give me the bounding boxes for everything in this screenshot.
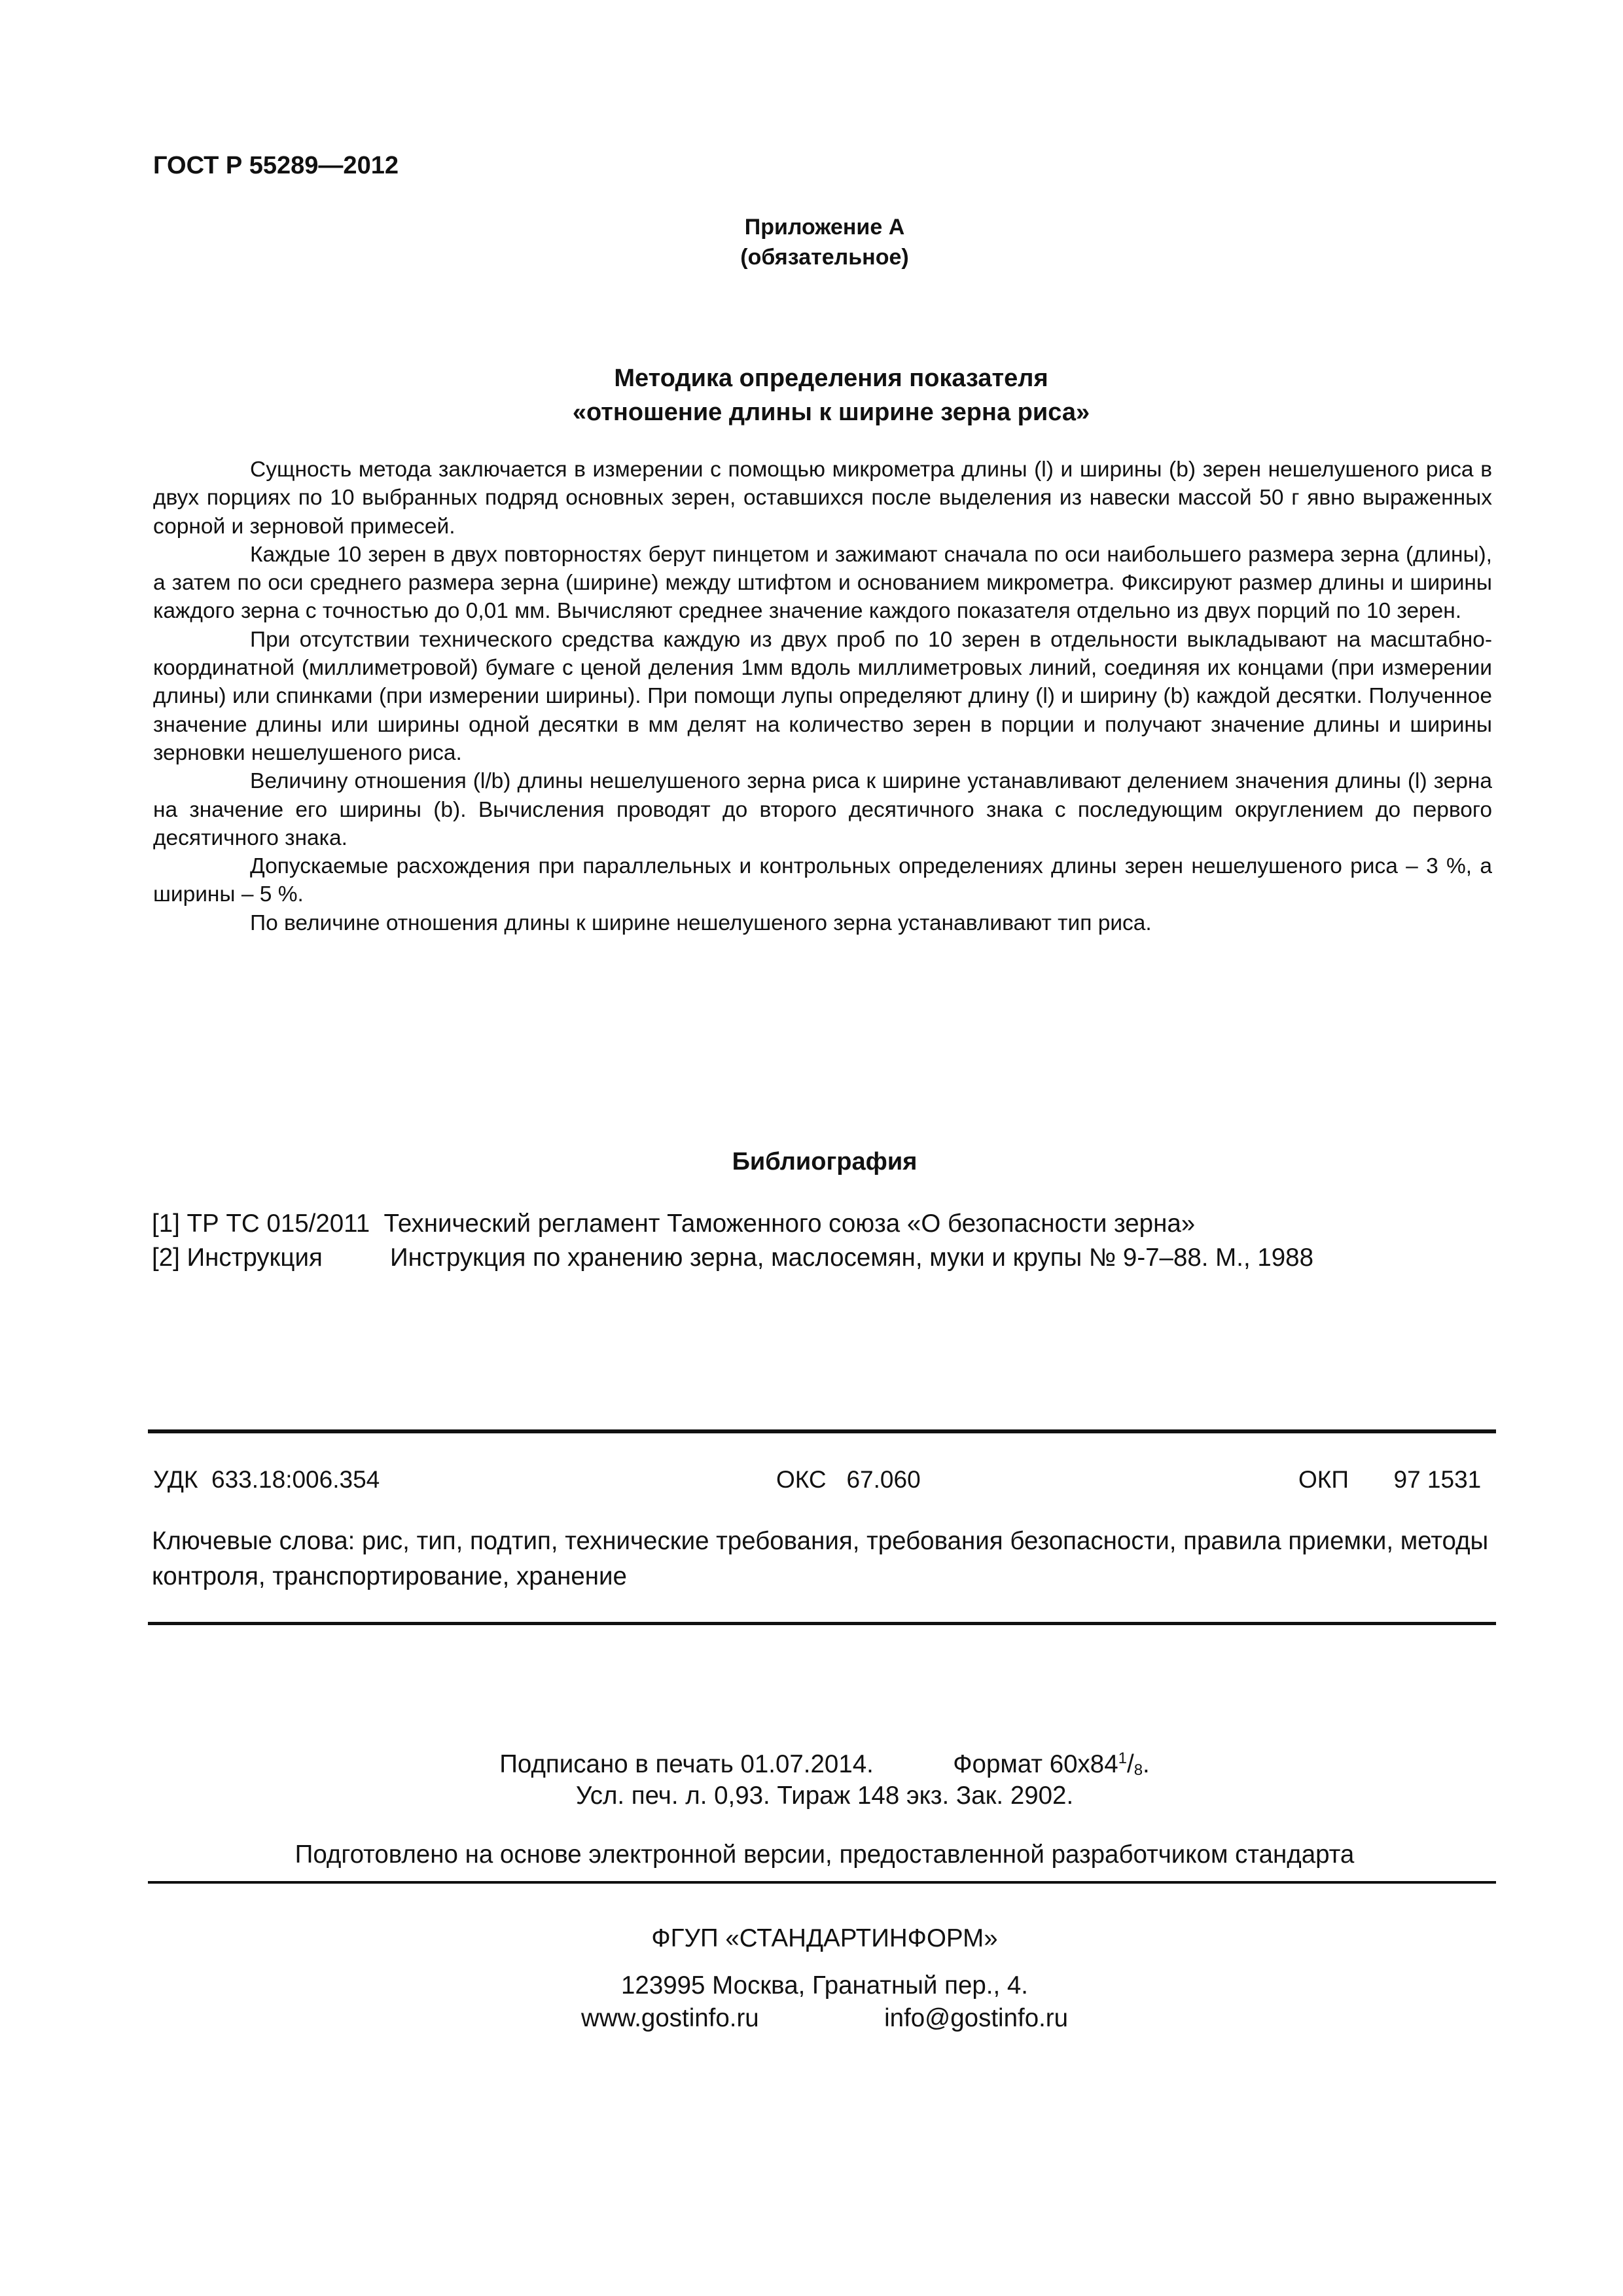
okp-value: 97 1531 bbox=[1393, 1466, 1482, 1493]
keywords-label: Ключевые слова: bbox=[152, 1527, 355, 1555]
signed-date: Подписано в печать 01.07.2014. bbox=[499, 1750, 874, 1778]
paper-format-sup: 1 bbox=[1118, 1749, 1127, 1767]
paper-format-end: . bbox=[1143, 1750, 1150, 1778]
paper-format-label: Формат 60x84 bbox=[953, 1750, 1118, 1778]
paragraph: Допускаемые расхождения при параллельных и контрольных определениях длины зерен нешелушеного риса – 3 %, а ширины – 5 %. bbox=[153, 854, 1492, 907]
okp-label: ОКП bbox=[1298, 1466, 1349, 1493]
prepared-note: Подготовлено на основе электронной версии, предоставленной разработчиком стандарта bbox=[294, 1840, 1355, 1869]
paragraph: При отсутствии технического средства каждую из двух проб по 10 зерен в отдельности выкладывают на масштабно-координатной (миллиметровой) бумаге с ценой деления 1мм вдоль миллиметровых линий, соединяя их концами (при измерении длины) или спинками (при измерении ширины). При помощи лупы определяют длину (l) и ширину (b) каждой десятки. Полученное значение длины или ширины одной десятки в мм делят на количество зерен в порции и получают значение длины и ширины зерновки нешелушеного риса. bbox=[153, 627, 1492, 765]
udk-value: 633.18:006.354 bbox=[211, 1466, 380, 1493]
publisher-address: 123995 Москва, Гранатный пер., 4. bbox=[621, 1971, 1028, 2000]
paper-format-sub: 8 bbox=[1133, 1761, 1143, 1779]
bibliography-ref: [1] ТР ТС 015/2011 bbox=[152, 1210, 370, 1238]
bibliography-entry bbox=[152, 1207, 1195, 1241]
oks-label: ОКС bbox=[776, 1466, 827, 1493]
bibliography-list bbox=[152, 1207, 1313, 1275]
paper-format: Формат $60x84^1/_8$. bbox=[953, 1749, 1150, 1779]
annex-status: (обязательное) bbox=[740, 245, 909, 270]
okp-code bbox=[1298, 1466, 1481, 1494]
document-code: ГОСТ Р 55289—2012 bbox=[153, 152, 399, 179]
oks-value: 67.060 bbox=[846, 1466, 921, 1493]
keywords bbox=[152, 1524, 1495, 1594]
divider bbox=[148, 1622, 1496, 1625]
publisher-website: www.gostinfo.ru bbox=[580, 2004, 759, 2032]
publisher-email: info@gostinfo.ru bbox=[884, 2004, 1069, 2032]
paragraph: По величине отношения длины к ширине нешелушеного зерна устанавливают тип риса. bbox=[250, 910, 1152, 935]
annex-heading bbox=[0, 212, 1623, 272]
bibliography-ref: [2] Инструкция bbox=[152, 1244, 323, 1272]
publisher-contacts bbox=[0, 2004, 1623, 2033]
divider bbox=[148, 1881, 1496, 1884]
bibliography-heading: Библиография bbox=[732, 1148, 918, 1175]
udk-label: УДК bbox=[153, 1466, 198, 1493]
bibliography-entry bbox=[152, 1241, 1313, 1275]
bibliography-text bbox=[377, 1210, 1195, 1238]
publisher-name: ФГУП «СТАНДАРТИНФОРМ» bbox=[651, 1924, 998, 1952]
paragraph: Величину отношения (l/b) длины нешелушеного зерна риса к ширине устанавливают делением значения длины (l) зерна на значение его ширины (b). Вычисления проводят до второго десятичного знака с последующим округлением до первого десятичного знака. bbox=[153, 769, 1492, 850]
divider bbox=[148, 1429, 1496, 1433]
section-title-line-2: «отношение длины к ширине зерна риса» bbox=[572, 399, 1090, 426]
bibliography-text: Инструкция по хранению зерна, маслосемян, муки и крупы № 9-7–88. М., 1988 bbox=[390, 1244, 1313, 1272]
udk-code bbox=[153, 1466, 380, 1494]
paragraph: Каждые 10 зерен в двух повторностях берут пинцетом и зажимают сначала по оси наибольшего размера зерна (длины), а затем по оси среднего размера зерна (ширине) между штифтом и основанием микрометра. Фиксируют размер длины и ширины каждого зерна с точностью до 0,01 мм. Вычисляют среднее значение каждого показателя отдельно из двух порций по 10 зерен. bbox=[153, 542, 1492, 624]
paragraph: Сущность метода заключается в измерении с помощью микрометра длины (l) и ширины (b) зерен нешелушеного риса в двух порциях по 10 выбранных подряд основных зерен, оставшихся после выделения из навески массой 50 г явно выраженных сорной и зерновой примесей. bbox=[153, 457, 1492, 539]
section-title bbox=[0, 361, 1623, 429]
section-title-line-1: Методика определения показателя bbox=[614, 365, 1048, 392]
method-body bbox=[153, 456, 1492, 937]
bibliography-text-value: Технический регламент Таможенного союза «О безопасности зерна» bbox=[383, 1210, 1196, 1238]
annex-label: Приложение А bbox=[744, 215, 905, 240]
print-info: Усл. печ. л. 0,93. Тираж 148 экз. Зак. 2902. bbox=[575, 1782, 1074, 1810]
imprint-signed-line bbox=[0, 1749, 1623, 1780]
oks-code bbox=[776, 1466, 921, 1494]
keywords-text: рис, тип, подтип, технические требования, требования безопасности, правила приемки, методы контроля, транспортирование, хранение bbox=[152, 1527, 1489, 1590]
